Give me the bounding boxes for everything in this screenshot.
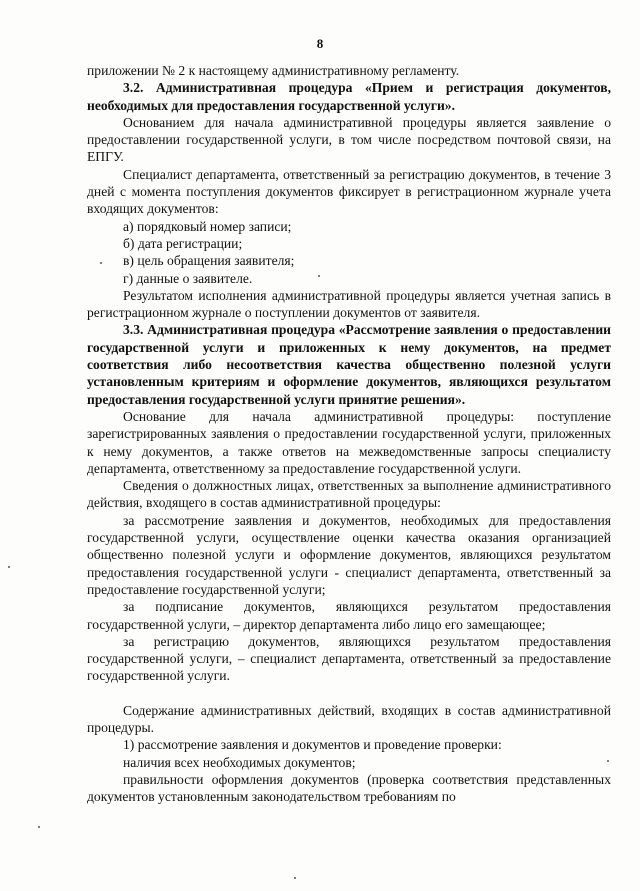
scan-speck (8, 566, 10, 568)
paragraph-check-completeness: наличия всех необходимых документов; (123, 754, 356, 770)
section-heading-3-2: 3.2. Административная процедура «Прием и регистрация документов, необходимых для предоставления государственной услуги». (87, 80, 611, 113)
scan-speck (100, 262, 102, 264)
paragraph-registration-responsible: за регистрацию документов, являющихся результатом предоставления государственной услуги, – специалист департамента, ответственный за предоставление государственной услуги. (87, 633, 611, 684)
paragraph-basis-3-3: Основание для начала административной процедуры: поступление зарегистрированных заявления о предоставлении государственной услуги, приложенных к нему документов, а также ответов на межведомственные запросы специалисту департамента, ответственному за предоставление государственной услуги. (87, 408, 611, 476)
list-item-v: в) цель обращения заявителя; (123, 253, 295, 269)
document-body (87, 62, 611, 805)
paragraph-result-3-2: Результатом исполнения административной процедуры является учетная запись в регистрационном журнале о поступлении документов от заявителя. (87, 287, 611, 321)
paragraph-basis-3-2: Основанием для начала административной процедуры является заявление о предоставлении государственной услуги, в том числе посредством почтовой связи, на ЕПГУ. (87, 114, 611, 165)
scan-speck (607, 760, 609, 762)
paragraph-review-responsible: за рассмотрение заявления и документов, необходимых для предоставления государственной услуги, осуществление оценки качества оказания организацией общественно полезной услуги и оформление документов, являющихся результатом предоставления государственной услуги - специалист департамента, ответственный за предоставление государственной услуги; (87, 512, 611, 597)
paragraph-responsible-persons: Сведения о должностных лицах, ответственных за выполнение административного действия, входящего в состав административной процедуры: (87, 478, 611, 511)
list-item-a: а) порядковый номер записи; (123, 218, 292, 234)
section-heading-3-3: 3.3. Административная процедура «Рассмотрение заявления о предоставлении государственной услуги и приложенных к нему документов, на предмет соответствия либо несоответствия качества общественно полезной услуги установленным критериям и оформление документов, являющихся результатом предоставления государственной услуги принятие решения». (87, 322, 611, 407)
paragraph-specialist-registration: Специалист департамента, ответственный за регистрацию документов, в течение 3 дней с момента поступления документов фиксирует в регистрационном журнале учета входящих документов: (87, 166, 611, 217)
paragraph-check-correctness: правильности оформления документов (проверка соответствия представленных документов установленным законодательством требованиям по (87, 771, 611, 805)
scan-speck (294, 877, 296, 879)
paragraph-action-1: 1) рассмотрение заявления и документов и проведение проверки: (123, 737, 502, 753)
scan-speck (318, 275, 320, 277)
list-item-b: б) дата регистрации; (123, 235, 243, 251)
paragraph-signing-responsible: за подписание документов, являющихся результатом предоставления государственной услуги, – директор департамента либо лицо его замещающее; (87, 599, 611, 632)
paragraph-continuation: приложении № 2 к настоящему административному регламенту. (87, 63, 460, 78)
paragraph-actions-content: Содержание административных действий, входящих в состав административной процедуры. (87, 702, 611, 735)
scan-speck (38, 826, 40, 828)
list-item-g: г) данные о заявителе. (123, 270, 253, 286)
page-number: 8 (316, 36, 324, 51)
